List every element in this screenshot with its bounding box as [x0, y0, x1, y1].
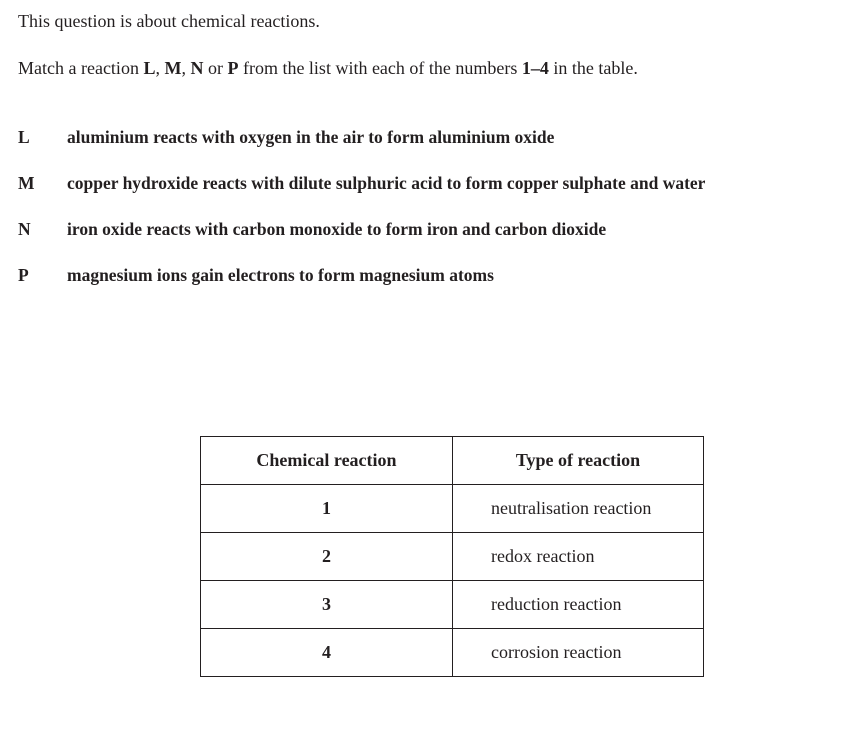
reaction-letter: L — [18, 127, 30, 147]
row-type-cell — [453, 629, 704, 677]
table-row — [201, 485, 704, 533]
row-type-label: corrosion reaction — [491, 642, 622, 662]
table-row — [201, 629, 704, 677]
matching-table — [200, 436, 704, 677]
reaction-description: copper hydroxide reacts with dilute sulphuric acid to form copper sulphate and water — [67, 173, 706, 193]
header-chemical-reaction: Chemical reaction — [201, 437, 453, 485]
row-type-cell — [453, 581, 704, 629]
separator: or — [203, 58, 228, 78]
number-range: 1–4 — [521, 58, 549, 78]
row-type-label: redox reaction — [491, 546, 595, 566]
row-type-label: reduction reaction — [491, 594, 622, 614]
row-number-cell: 3 — [201, 581, 453, 629]
separator: , — [181, 58, 191, 78]
row-type-cell — [453, 485, 704, 533]
instruction-suffix: in the table. — [548, 58, 638, 78]
instruction-middle: from the list with each of the numbers — [238, 58, 522, 78]
row-number-cell: 2 — [201, 533, 453, 581]
reaction-letter: P — [18, 265, 29, 285]
row-number-cell: 1 — [201, 485, 453, 533]
table-row — [201, 533, 704, 581]
table-row — [201, 581, 704, 629]
reaction-description: iron oxide reacts with carbon monoxide to form iron and carbon dioxide — [67, 219, 607, 239]
row-number-cell: 4 — [201, 629, 453, 677]
table-header-row — [201, 437, 704, 485]
letter-n-ref: N — [190, 58, 204, 78]
question-intro: This question is about chemical reactions. — [18, 11, 320, 31]
letter-m-ref: M — [164, 58, 182, 78]
reaction-letter: N — [18, 219, 31, 239]
reaction-description: magnesium ions gain electrons to form magnesium atoms — [67, 265, 494, 285]
row-type-cell — [453, 533, 704, 581]
separator: , — [155, 58, 165, 78]
reaction-letter: M — [18, 173, 35, 193]
row-type-label: neutralisation reaction — [491, 498, 652, 518]
question-instruction — [18, 57, 638, 79]
letter-l-ref: L — [143, 58, 156, 78]
instruction-prefix: Match a reaction — [18, 58, 144, 78]
letter-p-ref: P — [227, 58, 239, 78]
reaction-description: aluminium reacts with oxygen in the air to form aluminium oxide — [67, 127, 555, 147]
header-type-label: Type of reaction — [515, 450, 641, 470]
header-type-of-reaction — [453, 437, 704, 485]
